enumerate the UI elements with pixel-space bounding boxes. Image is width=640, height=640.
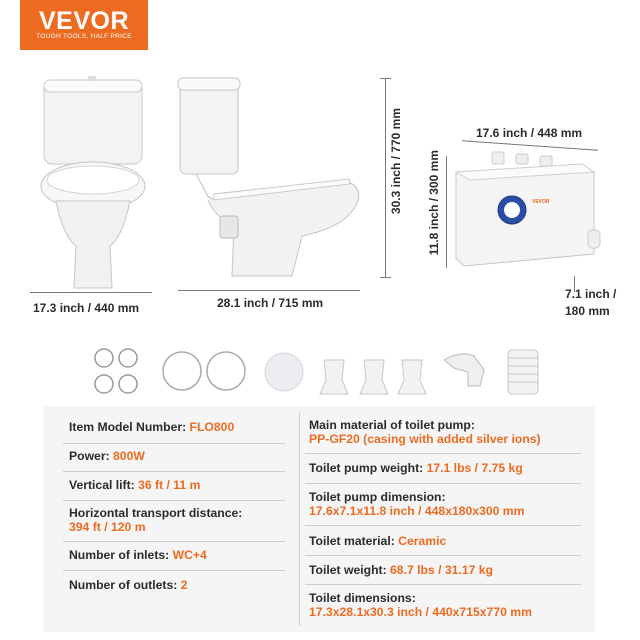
spec-horizontal-distance: Horizontal transport distance: 394 ft / 120 m [69, 506, 243, 534]
height-tick-bottom [380, 277, 391, 278]
height-dimension-label: 30.3 inch / 770 mm [389, 108, 403, 215]
vevor-logo [20, 0, 148, 50]
connector-sleeves [320, 360, 426, 394]
spec-power: Power: 800W [69, 449, 145, 463]
side-depth-line [178, 290, 360, 291]
spec-table [43, 406, 595, 632]
pump-depth-label-1: 7.1 inch / [565, 287, 617, 301]
divider [305, 584, 581, 585]
pump-height-line [446, 156, 447, 268]
divider [63, 570, 285, 571]
spec-toilet-material: Toilet material: Ceramic [309, 534, 447, 548]
small-hose-clamps [95, 349, 137, 393]
divider [305, 525, 581, 526]
pump-brand-mark: VEVOR [532, 199, 550, 205]
divider [305, 483, 581, 484]
pump-width-label: 17.6 inch / 448 mm [476, 126, 583, 140]
divider [63, 443, 285, 444]
height-tick-top [380, 78, 391, 79]
spec-toilet-dimensions: Toilet dimensions: 17.3x28.1x30.3 inch / 440x715x770 mm [309, 591, 532, 619]
column-divider [299, 412, 300, 626]
spec-pump-material: Main material of toilet pump: PP-GF20 (casing with added silver ions) [309, 418, 541, 446]
divider [63, 500, 285, 501]
side-depth-label: 28.1 inch / 715 mm [217, 296, 324, 310]
toilet-front-image [38, 76, 148, 296]
seal-disc [265, 353, 303, 391]
spec-vertical-lift: Vertical lift: 36 ft / 11 m [69, 478, 201, 492]
front-width-line [30, 292, 152, 293]
accessories-image [92, 346, 552, 396]
pump-depth-label-2: 180 mm [565, 304, 610, 318]
spec-model: Item Model Number: FLO800 [69, 420, 235, 434]
spec-toilet-weight: Toilet weight: 68.7 lbs / 31.17 kg [309, 563, 493, 577]
brand-name: VEVOR [38, 7, 130, 35]
height-dimension-line [385, 78, 386, 278]
front-width-label: 17.3 inch / 440 mm [33, 301, 140, 315]
spec-outlets: Number of outlets: 2 [69, 578, 188, 592]
spec-inlets: Number of inlets: WC+4 [69, 548, 207, 562]
toilet-pump-image [452, 150, 602, 275]
toilet-side-image [174, 76, 364, 286]
elbow-pipe [444, 354, 484, 386]
spec-pump-weight: Toilet pump weight: 17.1 lbs / 7.75 kg [309, 461, 523, 475]
spec-pump-dimension: Toilet pump dimension: 17.6x7.1x11.8 inch / 448x180x300 mm [309, 490, 525, 518]
divider [63, 471, 285, 472]
divider [305, 453, 581, 454]
divider [63, 541, 285, 542]
pump-height-label: 11.8 inch / 300 mm [427, 150, 441, 256]
flexible-hose [508, 350, 538, 394]
brand-tagline: TOUGH TOOLS, HALF PRICE [36, 33, 132, 40]
large-hose-clamps [163, 352, 245, 390]
divider [305, 555, 581, 556]
